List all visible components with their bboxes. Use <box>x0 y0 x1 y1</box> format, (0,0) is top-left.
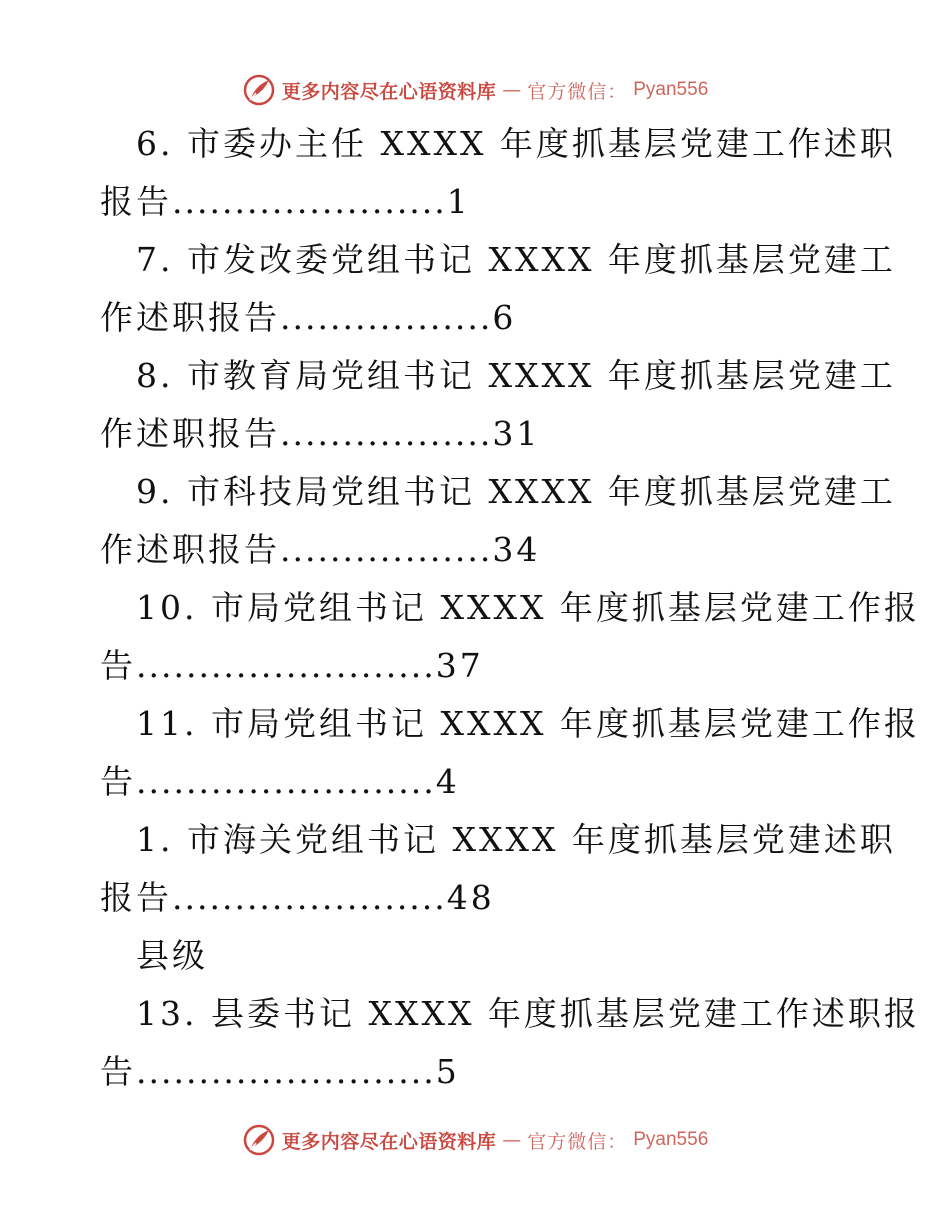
feather-pen-logo-icon <box>242 1123 276 1157</box>
toc-entry-continuation: 告........................5 <box>100 1052 460 1091</box>
toc-page-number: 34 <box>492 530 541 569</box>
watermark-wechat-label: 官方微信： <box>527 1130 628 1153</box>
watermark-wechat-label: 官方微信： <box>527 80 628 103</box>
toc-page-number: 37 <box>435 646 484 685</box>
toc-entry-continuation: 作述职报告.................6 <box>100 298 517 337</box>
toc-entry-title: 11. 市局党组书记 XXXX 年度抓基层党建工作报 <box>136 704 920 743</box>
toc-entry-title: 8. 市教育局党组书记 XXXX 年度抓基层党建工 <box>136 356 896 395</box>
toc-page-number: 4 <box>435 762 460 801</box>
toc-page-number: 48 <box>446 878 495 917</box>
watermark-separator: — <box>502 1129 522 1151</box>
feather-pen-logo-icon <box>242 73 276 107</box>
toc-entry-title: 10. 市局党组书记 XXXX 年度抓基层党建工作报 <box>136 588 920 627</box>
toc-page-number: 5 <box>435 1052 460 1091</box>
toc-entry-continuation: 告........................37 <box>100 646 484 685</box>
watermark-separator: — <box>502 79 522 101</box>
watermark-site-text: 更多内容尽在心语资料库 <box>281 1130 497 1153</box>
toc-page-number: 6 <box>492 298 517 337</box>
toc-entry-continuation: 作述职报告.................31 <box>100 414 541 453</box>
header-watermark <box>0 70 950 110</box>
section-heading: 县级 <box>136 936 208 975</box>
watermark-site-text: 更多内容尽在心语资料库 <box>281 80 497 103</box>
toc-entry-title: 1. 市海关党组书记 XXXX 年度抓基层党建述职 <box>136 820 896 859</box>
toc-entry-continuation: 作述职报告.................34 <box>100 530 541 569</box>
toc-entry-continuation: 报告......................1 <box>100 182 471 221</box>
toc-entry-title: 7. 市发改委党组书记 XXXX 年度抓基层党建工 <box>136 240 896 279</box>
toc-entry-title: 13. 县委书记 XXXX 年度抓基层党建工作述职报 <box>136 994 920 1033</box>
footer-watermark <box>0 1120 950 1160</box>
toc-page-number: 1 <box>446 182 471 221</box>
watermark-wechat-id: Pyan556 <box>633 1129 709 1150</box>
watermark-wechat-id: Pyan556 <box>633 79 709 100</box>
toc-entry-title: 6. 市委办主任 XXXX 年度抓基层党建工作述职 <box>136 124 896 163</box>
toc-entry-title: 9. 市科技局党组书记 XXXX 年度抓基层党建工 <box>136 472 896 511</box>
toc-page-number: 31 <box>492 414 541 453</box>
toc-entry-continuation: 告........................4 <box>100 762 460 801</box>
toc-entry-continuation: 报告......................48 <box>100 878 495 917</box>
